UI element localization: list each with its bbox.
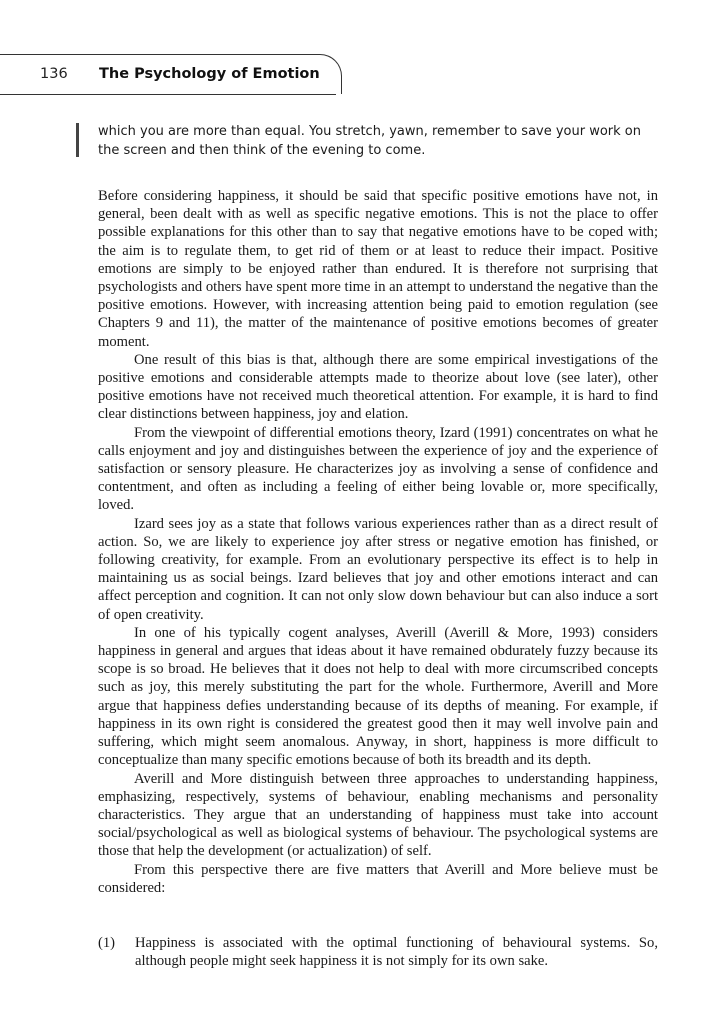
numbered-list-item — [98, 934, 658, 970]
body-paragraph: One result of this bias is that, although there are some empirical investigations of the positive emotions and considerable attempts made to theorize about love (see later), other positive emotions have not received much theoretical attention. For example, it is hard to find clear distinctions between happiness, joy and elation. — [98, 351, 658, 423]
body-paragraph: Averill and More distinguish between three approaches to understanding happiness, emphasizing, respectively, systems of behaviour, enabling mechanisms and personality characteristics. They argue that an understanding of happiness must take into account social/psychological as well as biological systems of behaviour. The psychological systems are those that help the development (or actualization) of self. — [98, 770, 658, 860]
vignette-text: which you are more than equal. You stretch, yawn, remember to save your work on the screen and then think of the evening to come. — [98, 124, 642, 158]
page-number: 136 — [40, 66, 68, 82]
running-title: The Psychology of Emotion — [99, 66, 320, 82]
list-item-text: Happiness is associated with the optimal functioning of behavioural systems. So, although people might seek happiness it is not simply for its own sake. — [135, 935, 658, 970]
body-paragraph: Izard sees joy as a state that follows various experiences rather than as a direct result of action. So, we are likely to experience joy after stress or negative emotion has finished, or following creativity, for example. From an evolutionary perspective its effect is to help in maintaining us as social beings. Izard believes that joy and other emotions interact and can affect perception and cognition. It can not only slow down behaviour but can also induce a sort of open creativity. — [98, 515, 658, 623]
list-marker: (1) — [98, 935, 116, 951]
body-paragraph: From this perspective there are five matters that Averill and More believe must be considered: — [98, 861, 658, 896]
running-head-rule — [0, 94, 336, 95]
body-paragraph: Before considering happiness, it should be said that specific positive emotions have not, in general, been dealt with as well as specific negative emotions. This is not the place to offer possible explanations for this other than to say that negative emotions have to be coped with; the aim is to regulate them, to get rid of them or at least to reduce their impact. Positive emotions are simply to be enjoyed rather than endured. It is therefore not surprising that psychologists and others have spent more time in an attempt to understand the negative than the positive emotions. However, with increasing attention being paid to emotion regulation (see Chapters 9 and 11), the matter of the maintenance of positive emotions becomes of greater moment. — [98, 188, 658, 350]
body-text — [98, 187, 658, 897]
vignette-margin-bar — [76, 123, 79, 157]
body-paragraph: From the viewpoint of differential emotions theory, Izard (1991) concentrates on what he calls enjoyment and joy and distinguishes between the experience of joy and the experience of satisfaction or sensory pleasure. He characterizes joy as involving a sense of confidence and contentment, and often as including a feeling of either being lovable or, more specifically, loved. — [98, 424, 658, 514]
body-paragraph: In one of his typically cogent analyses, Averill (Averill & More, 1993) considers happiness in general and argues that ideas about it have remained obdurately fuzzy because its scope is so broad. He believes that it does not help to deal with more circumscribed concepts such as joy, this merely substituting the part for the whole. Furthermore, Averill and More argue that happiness defies understanding because of its depths of meaning. For example, if happiness in its own right is considered the greatest good then it may well involve pain and suffering, which might seem anomalous. Anyway, in short, happiness is more difficult to conceptualize than many specific emotions because of both its breadth and its depth. — [98, 624, 658, 769]
